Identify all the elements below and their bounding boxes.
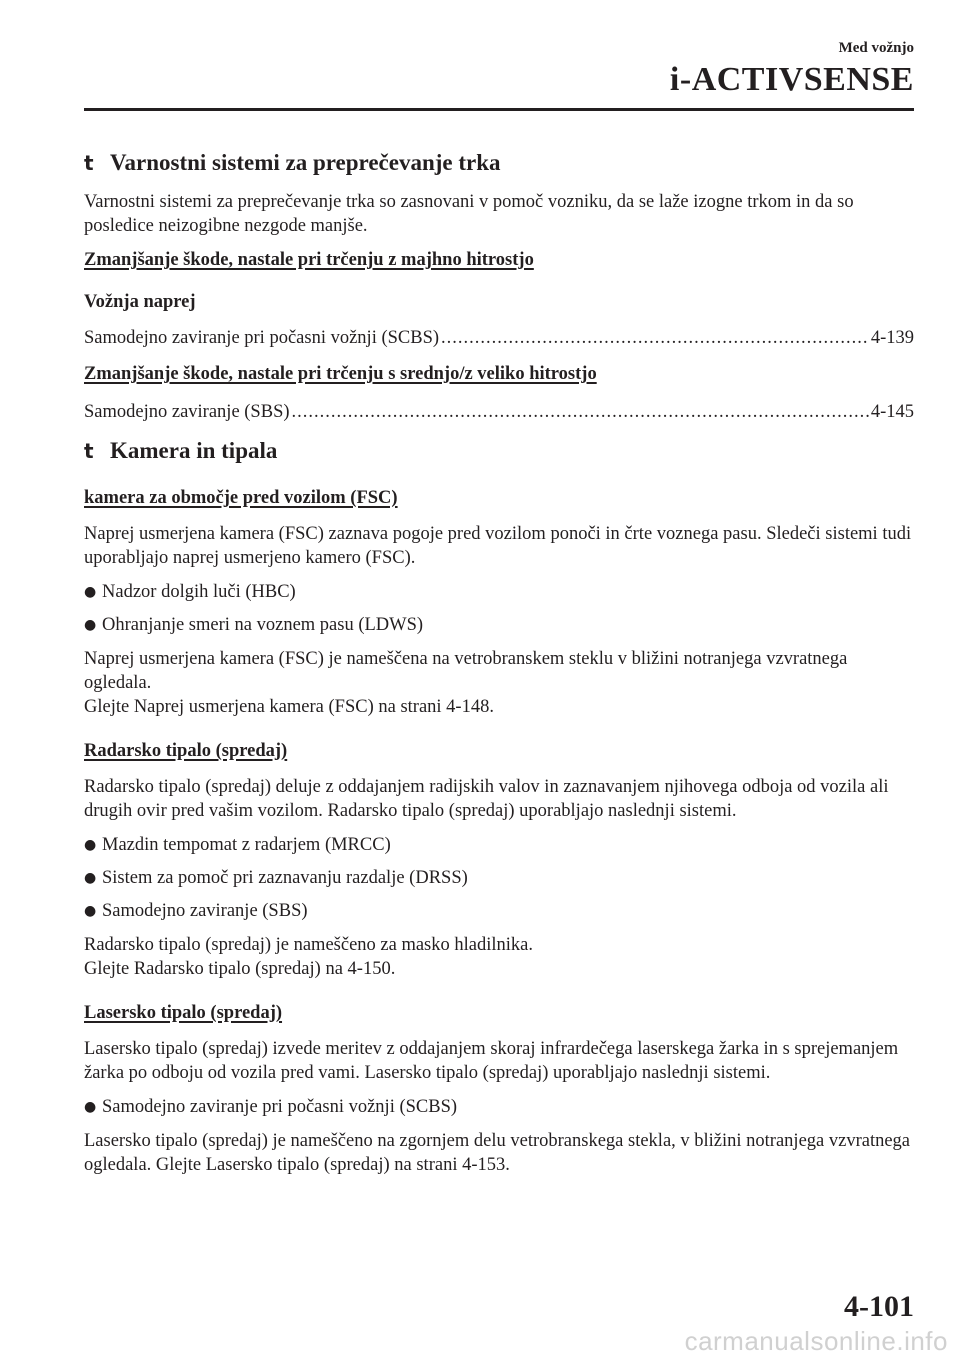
- bullet-icon: ●: [84, 837, 97, 853]
- chapter-label: Med vožnjo: [838, 40, 914, 56]
- laser-system-list: [84, 1095, 914, 1119]
- subheading-radar: Radarsko tipalo (spredaj): [84, 741, 288, 761]
- fsc-reference: Glejte Naprej usmerjena kamera (FSC) na strani 4-148.: [84, 697, 494, 717]
- list-item: ● Nadzor dolgih luči (HBC): [84, 582, 296, 602]
- radar-system-list: [84, 833, 914, 923]
- subheading-laser: Lasersko tipalo (spredaj): [84, 1003, 283, 1023]
- subheading-fsc: kamera za območje pred vozilom (FSC): [84, 488, 398, 508]
- list-item: ● Sistem za pomoč pri zaznavanju razdalje (DRSS): [84, 868, 468, 888]
- bullet-icon: ●: [84, 870, 97, 886]
- list-item: ● Ohranjanje smeri na voznem pasu (LDWS): [84, 615, 424, 635]
- toc-leader: [441, 326, 869, 350]
- toc-entry-sbs[interactable]: [84, 400, 914, 424]
- toc-entry-text: Samodejno zaviranje pri počasni vožnji (SCBS): [84, 328, 440, 348]
- heading-text: Varnostni sistemi za preprečevanje trka: [110, 150, 501, 175]
- laser-paragraph: Lasersko tipalo (spredaj) izvede meritev z oddajanjem skoraj infrardečega laserskega žarka in s sprejemanjem žarka po odboju od vozila pred vami. Lasersko tipalo (spredaj) uporabljajo naslednji sistemi.: [84, 1039, 899, 1083]
- fsc-system-list: [84, 580, 914, 637]
- header-divider: [84, 108, 914, 111]
- section-title: i-ACTIVSENSE: [669, 61, 914, 98]
- toc-leader: [292, 400, 869, 424]
- laser-location-paragraph: Lasersko tipalo (spredaj) je nameščeno na zgornjem delu vetrobranskega stekla, v bližini notranjega vzvratnega ogledala. Glejte Lasersko tipalo (spredaj) na strani 4-153.: [84, 1131, 911, 1175]
- toc-entry-page: 4-139: [870, 328, 914, 348]
- fsc-paragraph: Naprej usmerjena kamera (FSC) zaznava pogoje pred vozilom ponoči in črte voznega pasu. Sledeči sistemi tudi uporabljajo naprej usmerjeno kamero (FSC).: [84, 524, 912, 568]
- fsc-location-paragraph: Naprej usmerjena kamera (FSC) je nameščena na vetrobranskem steklu v bližini notranjega vzvratnega ogledala.: [84, 649, 848, 693]
- radar-paragraph: Radarsko tipalo (spredaj) deluje z oddajanjem radijskih valov in zaznavanjem njihovega odboja od vozila ali drugih ovir pred vašim vozilom. Radarsko tipalo (spredaj) uporabljajo naslednji sistemi.: [84, 777, 889, 821]
- list-item: ● Mazdin tempomat z radarjem (MRCC): [84, 835, 391, 855]
- toc-entry-scbs[interactable]: [84, 326, 914, 350]
- radar-reference: Glejte Radarsko tipalo (spredaj) na 4-150.: [84, 959, 396, 979]
- heading-collision-systems: [84, 150, 914, 176]
- toc-entry-text: Samodejno zaviranje (SBS): [84, 402, 290, 422]
- page-number: 4-101: [844, 1290, 914, 1323]
- bullet-icon: ●: [84, 903, 97, 919]
- toc-entry-page: 4-145: [870, 402, 914, 422]
- bullet-icon: ●: [84, 584, 97, 600]
- subheading-high-speed: Zmanjšanje škode, nastale pri trčenju s srednjo/z veliko hitrostjo: [84, 364, 597, 384]
- radar-location-paragraph: Radarsko tipalo (spredaj) je nameščeno za masko hladilnika.: [84, 935, 533, 955]
- page-content: [84, 150, 914, 1187]
- bullet-icon: ●: [84, 1099, 97, 1115]
- list-item: ● Samodejno zaviranje pri počasni vožnji (SCBS): [84, 1097, 458, 1117]
- label-driving-forward: Vožnja naprej: [84, 292, 196, 312]
- list-item: ● Samodejno zaviranje (SBS): [84, 901, 308, 921]
- section-marker-icon: t: [84, 439, 94, 463]
- bullet-icon: ●: [84, 617, 97, 633]
- watermark: carmanualsonline.info: [684, 1326, 948, 1356]
- heading-camera-sensors: [84, 438, 914, 464]
- section-marker-icon: t: [84, 151, 94, 175]
- intro-paragraph: Varnostni sistemi za preprečevanje trka so zasnovani v pomoč vozniku, da se laže izogne trkom in da so posledice neizogibne nezgode manjše.: [84, 192, 854, 236]
- subheading-low-speed: Zmanjšanje škode, nastale pri trčenju z majhno hitrostjo: [84, 250, 534, 270]
- heading-text: Kamera in tipala: [110, 438, 278, 463]
